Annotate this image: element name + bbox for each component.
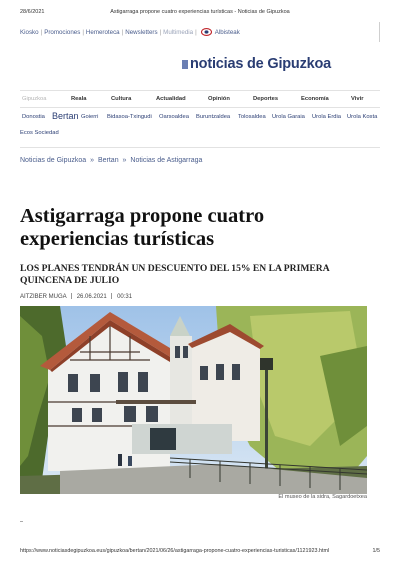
article-photo[interactable] xyxy=(20,306,367,494)
regional-nav xyxy=(20,110,382,126)
nav-item-economia[interactable]: Economía xyxy=(301,96,329,102)
breadcrumb xyxy=(20,157,202,164)
nav-rule-middle xyxy=(20,107,380,108)
utility-bar xyxy=(20,22,374,42)
logo-text: noticias de Gipuzkoa xyxy=(190,56,332,72)
nav-item-deportes[interactable]: Deportes xyxy=(253,96,279,102)
nav-item-actualidad[interactable]: Actualidad xyxy=(156,96,186,102)
article-date: 26.06.2021 xyxy=(76,294,107,300)
topbar-link-albisteak[interactable]: Albisteak xyxy=(214,28,240,36)
albisteak-logo-icon xyxy=(201,28,212,36)
topbar-link-promociones[interactable]: Promociones xyxy=(44,28,81,36)
topbar-separator: | xyxy=(82,28,84,36)
region-item-bidasoa-txingudi[interactable]: Bidasoa-Txingudi xyxy=(107,114,152,120)
region-item-buruntzaldea[interactable]: Buruntzaldea xyxy=(196,114,231,120)
site-logo[interactable] xyxy=(182,56,331,72)
nav-item-vivir[interactable]: Vivir xyxy=(351,96,364,102)
nav-item-reala[interactable]: Reala xyxy=(71,96,87,102)
nav-rule-bottom xyxy=(20,147,380,148)
photo-caption: El museo de la sidra, Sagardoetxea xyxy=(278,494,367,500)
article-author[interactable]: AITZIBER MUGA xyxy=(20,294,67,300)
nav-item-ecos-sociedad[interactable]: Ecos Sociedad xyxy=(20,130,59,136)
breadcrumb-item-bertan[interactable]: Bertan xyxy=(97,157,119,164)
print-url: https://www.noticiasdegipuzkoa.eus/gipuzkoa/bertan/2021/06/26/astigarraga-propone-cuatro-experiencias-turisticas/1121923.html xyxy=(20,548,330,554)
byline-divider xyxy=(111,293,112,299)
nav-item-cultura[interactable]: Cultura xyxy=(111,96,132,102)
topbar-link-multimedia[interactable]: Multimedia xyxy=(163,28,194,36)
museum-building-illustration xyxy=(20,306,367,494)
region-item-oarsoaldea[interactable]: Oarsoaldea xyxy=(159,114,189,120)
region-item-tolosaldea[interactable]: Tolosaldea xyxy=(238,114,266,120)
region-item-urola-garaia[interactable]: Urola Garaia xyxy=(272,114,305,120)
topbar-separator: | xyxy=(159,28,162,36)
article-headline: Astigarraga propone cuatro experiencias turísticas xyxy=(20,205,265,250)
print-page-number: 1/5 xyxy=(372,548,380,554)
region-item-bertan[interactable]: Bertan xyxy=(52,111,79,121)
tertiary-nav xyxy=(20,130,59,136)
topbar-link-kiosko[interactable]: Kiosko xyxy=(20,28,39,36)
region-item-donostia[interactable]: Donostia xyxy=(22,114,45,120)
breadcrumb-separator: » xyxy=(90,157,95,164)
primary-nav xyxy=(20,92,380,106)
article-byline xyxy=(20,293,132,300)
print-header xyxy=(20,9,380,19)
breadcrumb-item-home[interactable]: Noticias de Gipuzkoa xyxy=(20,157,87,164)
topbar-link-hemeroteca[interactable]: Hemeroteca xyxy=(85,28,120,36)
article-subheadline: LOS PLANES TENDRÁN UN DESCUENTO DEL 15% EN LA PRIMERA QUINCENA DE JULIO xyxy=(20,263,330,286)
region-item-urola-kosta[interactable]: Urola Kosta xyxy=(347,114,378,120)
topbar-separator: | xyxy=(195,28,197,36)
nav-item-gipuzkoa[interactable]: Gipuzkoa xyxy=(22,96,47,102)
topbar-separator: | xyxy=(40,28,43,36)
region-item-goierri[interactable]: Goierri xyxy=(81,114,99,120)
region-item-urola-erdia[interactable]: Urola Erdia xyxy=(312,114,341,120)
content-dash xyxy=(20,521,23,522)
article-time: 00:31 xyxy=(117,294,133,300)
topbar-divider xyxy=(379,22,380,42)
breadcrumb-separator: » xyxy=(122,157,127,164)
topbar-link-newsletters[interactable]: Newsletters xyxy=(125,28,158,36)
topbar-separator: | xyxy=(121,28,124,36)
byline-divider xyxy=(71,293,72,299)
logo-mark-icon xyxy=(182,60,188,69)
print-date: 28/6/2021 xyxy=(20,9,45,15)
print-page-title: Astigarraga propone cuatro experiencias turísticas - Noticias de Gipuzkoa xyxy=(110,9,290,15)
nav-rule-top xyxy=(20,90,380,91)
nav-item-opinion[interactable]: Opinión xyxy=(208,96,230,102)
breadcrumb-item-astigarraga[interactable]: Noticias de Astigarraga xyxy=(130,157,203,164)
